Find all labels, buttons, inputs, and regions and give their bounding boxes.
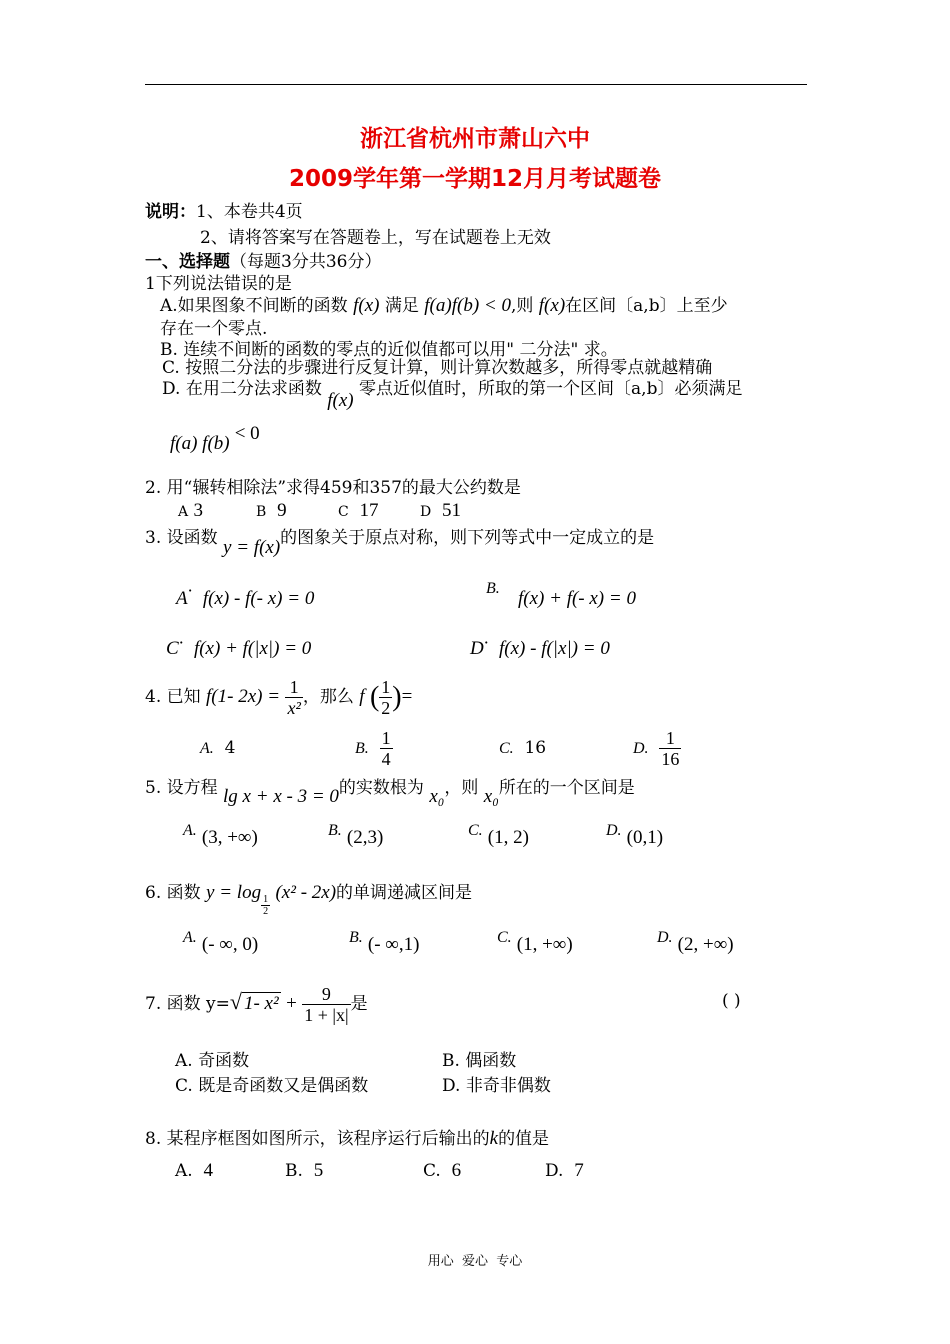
notes-item1: 1、本卷共4页 [196, 202, 303, 222]
section1-heading-line [145, 251, 381, 273]
q2-c-val: 17 [359, 500, 379, 521]
q4-d-num: 1 [659, 728, 681, 749]
q1-a-post: ,则 [510, 296, 534, 316]
q4-c-val: 16 [524, 738, 547, 758]
q1-a-line2: 存在一个零点. [160, 319, 268, 339]
q4-arg-frac [379, 677, 392, 718]
q4-stem-mid: ，那么 [302, 687, 354, 707]
q5-d-label: D. [606, 822, 622, 839]
q5-a-label: A. [183, 822, 197, 839]
q4-frac [285, 677, 302, 718]
q4-stem-pre: 4. 已知 [145, 687, 201, 707]
q6-stem-arg: (x² - 2x) [275, 882, 337, 903]
q6-c-val: (1, +∞) [516, 934, 573, 955]
q8-b-val: 5 [313, 1160, 324, 1181]
q4-a-val: 4 [224, 738, 236, 758]
q8-stem-post: 的值是 [498, 1129, 550, 1149]
q5-x0b: x₀ [483, 786, 499, 807]
q7-stem: 7. 函数 y=√ 1- x² + $\frac{9}{1 + |x|}$ 是 [145, 984, 368, 1025]
q5-stem-eq: lg x + x - 3 = 0 [223, 786, 339, 807]
q5-b-val: (2,3) [346, 827, 384, 848]
q1-d-fx: f(x) [327, 390, 354, 411]
q1-stem: 1下列说法错误的是 [145, 274, 292, 294]
q3-a-expr: f(x) - f(- x) = 0 [202, 588, 315, 609]
q3-stem-post: 的图象关于原点对称，则下列等式中一定成立的是 [280, 528, 655, 548]
section1-points: （每题3分共36分） [230, 252, 382, 272]
q2-a-val: 3 [193, 500, 204, 521]
q4-stem: 4. 已知 f(1- 2x) = $\frac{1}{\text{x²}}$ ，那么 f ( $\frac{1}{2}$ )= [145, 677, 413, 718]
q3-option-d: D· f(x) - f(|x|) = 0 [470, 633, 610, 659]
notes-item2: 2、请将答案写在答题卷上，写在试题卷上无效 [200, 228, 551, 248]
q8-a-val: 4 [203, 1160, 213, 1181]
q8-d-label: D. [545, 1161, 564, 1181]
q4-a-label: A. [200, 740, 214, 757]
q4-b-label: B. [355, 740, 369, 757]
q6-stem-post: 的单调递减区间是 [336, 883, 473, 903]
q7-option-c: C. 既是奇函数又是偶函数 [175, 1076, 369, 1096]
q8-c-val: 6 [451, 1160, 462, 1181]
q3-option-b-label-wrap [486, 578, 500, 598]
q5-d-val: (0,1) [626, 827, 664, 848]
q4-d-frac [659, 728, 681, 769]
q7-option-b: B. 偶函数 [442, 1051, 517, 1071]
q8-b-label: B. [285, 1161, 303, 1181]
section1-heading: 一、选择题 [145, 252, 230, 272]
q1-a-mid: 满足 [384, 296, 419, 316]
q1-a-end: 在区间〔a,b〕上至少 [565, 296, 728, 316]
q1-a-fx: f(x) [353, 295, 380, 316]
q6-c-label: C. [497, 929, 512, 946]
q7-stem-pre: 7. 函数 y= [145, 994, 230, 1014]
q3-d-label: D [470, 638, 484, 659]
q1-d-cond: f(a) f(b) [170, 433, 230, 454]
q4-options [200, 728, 681, 769]
q2-b-val: 9 [277, 500, 287, 521]
q5-x0: x₀ [429, 786, 445, 807]
q3-b-expr: f(x) + f(- x) = 0 [518, 588, 636, 609]
q7-answer-paren: ( ) [722, 991, 741, 1011]
q6-stem [145, 882, 473, 917]
q1-d-cond-line [170, 423, 260, 455]
q2-c-label: C [338, 504, 349, 520]
q3-stem [145, 527, 655, 558]
q3-stem-pre: 3. 设函数 [145, 528, 218, 548]
q1-d-post: 零点近似值时，所取的第一个区间〔a,b〕必须满足 [359, 379, 743, 399]
q1-a-cond: f(a)f(b) < 0 [424, 295, 511, 316]
q6-d-label: D. [657, 929, 673, 946]
q6-a-label: A. [183, 929, 197, 946]
q3-stem-fn: y = f(x) [223, 537, 281, 558]
q4-c-label: C. [499, 740, 514, 757]
q4-stem-eq: = [401, 686, 413, 707]
q4-frac-num: 1 [285, 677, 302, 698]
q5-b-label: B. [328, 822, 342, 839]
q7-option-d: D. 非奇非偶数 [442, 1076, 551, 1096]
q4-d-label: D. [633, 740, 649, 757]
q3-option-c: C· f(x) + f(|x|) = 0 [166, 633, 312, 659]
q1-option-d [162, 378, 743, 411]
q6-a-val: (- ∞, 0) [201, 934, 259, 955]
title-line2: 2009学年第一学期12月月考试题卷 [288, 166, 662, 192]
q3-d-expr: f(x) - f(|x|) = 0 [499, 638, 610, 659]
q3-a-label: A [176, 588, 188, 609]
q1-a-fx2: f(x) [538, 295, 566, 316]
q3-c-label: C [166, 638, 179, 659]
q5-c-label: C. [468, 822, 483, 839]
notes-label: 说明： [145, 202, 196, 222]
q5-options [183, 822, 664, 849]
header-rule [145, 84, 807, 85]
q7-option-a: A. 奇函数 [175, 1051, 250, 1071]
q5-a-val: (3, +∞) [201, 827, 258, 848]
q8-stem-pre: 8. 某程序框图如图所示，该程序运行后输出的 [145, 1129, 490, 1149]
q6-d-val: (2, +∞) [677, 934, 734, 955]
q8-k: k [489, 1128, 499, 1149]
notes [145, 201, 303, 223]
q7-stem-post: 是 [350, 994, 368, 1014]
title-line1: 浙江省杭州市萧山六中 [360, 126, 590, 152]
q3-option-b [518, 588, 636, 610]
q6-base-den: 2 [263, 906, 269, 917]
q7-plus: + [286, 993, 297, 1014]
q5-stem [145, 777, 635, 807]
q4-b-den: 4 [381, 749, 391, 769]
q4-frac-den: x² [287, 698, 301, 718]
q1-d-pre: D. 在用二分法求函数 [162, 379, 322, 399]
q1-option-a [160, 295, 728, 317]
q7-frac-den: 1 + |x| [304, 1005, 349, 1025]
q3-c-expr: f(x) + f(|x|) = 0 [193, 638, 312, 659]
q8-a-label: A. [175, 1161, 193, 1181]
q2-a-label: A [178, 504, 189, 520]
q8-c-label: C. [423, 1161, 441, 1181]
q5-stem-pre: 5. 设方程 [145, 778, 218, 798]
q1-option-b: B. 连续不间断的函数的零点的近似值都可以用" 二分法" 求。 [160, 340, 618, 360]
q2-stem: 2. 用“辗转相除法”求得459和357的最大公约数是 [145, 478, 521, 498]
q4-b-num: 1 [381, 728, 391, 748]
q4-d-den: 16 [661, 749, 680, 769]
q4-stem-f: f(1- 2x) = [206, 686, 281, 707]
q3-b-label: B. [486, 580, 500, 597]
q8-options [175, 1160, 584, 1182]
q2-d-label: D [420, 504, 432, 520]
q7-sqrt-body: 1- x² [243, 993, 279, 1014]
page-footer: 用心 爱心 专心 [427, 1254, 523, 1269]
q4-b-frac [380, 728, 393, 769]
q4-arg-num: 1 [381, 677, 391, 697]
q5-stem-post: 所在的一个区间是 [498, 778, 635, 798]
q2-options [178, 500, 461, 523]
q5-c-val: (1, 2) [487, 827, 529, 848]
q6-b-val: (- ∞,1) [367, 934, 420, 955]
q7-frac-num: 9 [302, 984, 350, 1005]
q1-d-lt: < 0 [234, 423, 260, 444]
q7-frac [302, 984, 350, 1025]
q5-stem-mid2: ，则 [444, 778, 479, 798]
q8-d-val: 7 [574, 1160, 584, 1181]
q5-stem-mid: 的实数根为 [338, 778, 424, 798]
q6-base-frac [261, 894, 270, 917]
q6-options [183, 929, 734, 956]
q2-d-val: 51 [442, 500, 462, 521]
q1-a-pre: A.如果图象不间断的函数 [160, 296, 348, 316]
q1-option-c: C. 按照二分法的步骤进行反复计算，则计算次数越多，所得零点就越精确 [162, 358, 713, 378]
q6-base-num: 1 [263, 894, 269, 905]
q4-stem-f2: f [359, 686, 365, 707]
q4-arg-den: 2 [381, 698, 391, 718]
q6-stem-fn: y = log [206, 882, 262, 903]
q8-stem [145, 1128, 549, 1150]
q6-stem-pre: 6. 函数 [145, 883, 201, 903]
q2-b-label: B [256, 504, 267, 520]
q6-b-label: B. [349, 929, 363, 946]
q3-option-a: A· f(x) - f(- x) = 0 [176, 581, 315, 609]
